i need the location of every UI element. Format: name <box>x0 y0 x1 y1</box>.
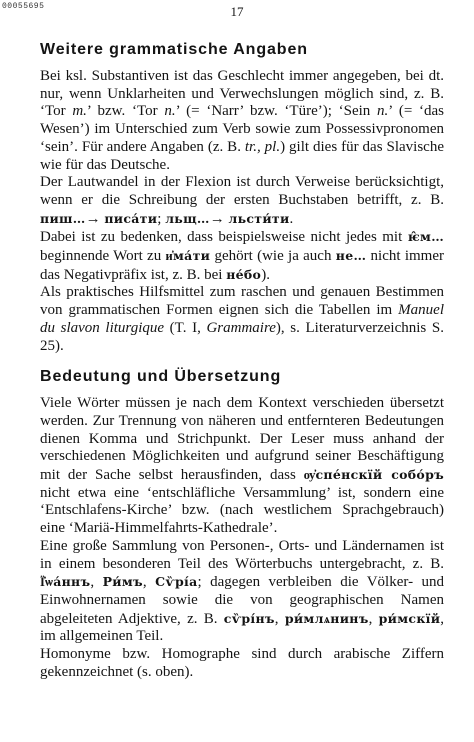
abbr-italic: n. <box>164 103 176 120</box>
church-slavonic-word: не… <box>335 248 367 264</box>
page-content <box>40 40 444 682</box>
text: Dabei ist zu bedenken, dass beispielsweise nicht jedes mit <box>40 229 408 246</box>
arrow-icon: → <box>209 210 225 227</box>
text: Homonyme bzw. Homographe sind durch arabische Ziffern gekennzeichnet (s. oben). <box>40 646 444 680</box>
separator: , <box>142 574 156 591</box>
text: nicht etwa eine ‘entschläfliche Versammlung’ ist, sondern eine ‘Entschlafens-Kirche’ bzw. (nach westlichem Sprachgebrauch) eine ‘Mariä-Himmelfahrts-Kathedrale’. <box>40 484 444 537</box>
section-heading-meaning: Bedeutung und Übersetzung <box>40 368 282 386</box>
church-slavonic-word: льщ… <box>165 210 210 226</box>
church-slavonic-word: ѹ҆спе́нскїй собо́ръ <box>303 467 444 483</box>
text: Eine große Sammlung von Personen-, Orts- und Ländernamen ist in einem besonderen Teil des Wörterbuchs untergebracht, z. B. <box>40 537 444 572</box>
text: beginnende Wort zu <box>40 248 166 265</box>
book-title-italic: Manuel du slavon liturgique <box>40 302 444 336</box>
church-slavonic-word: ри́млѧнинъ <box>284 610 369 626</box>
text: nicht immer das Negativpräfix ist, z. B. bei <box>40 248 444 283</box>
text: Als praktisches Hilfsmittel zum raschen und genauen Bestimmen von grammatischen Formen eignen sich die Tabellen im <box>40 284 444 319</box>
paragraph-homonyms <box>40 646 444 681</box>
church-slavonic-word: и҆ма́ти <box>165 248 211 264</box>
text: Der Lautwandel in der Flexion ist durch Verweise berücksichtigt, wenn er die Schreibung der ersten Buchstaben betrifft, z. B. <box>40 174 444 208</box>
paragraph-context <box>40 395 444 538</box>
church-slavonic-word: Ї҆ѡа́ннъ <box>40 574 91 590</box>
church-slavonic-word: ри́мскїй <box>378 610 441 626</box>
church-slavonic-word: сѷрі́нъ <box>223 610 275 626</box>
text: ’ (= ‘das Wesen’) im Unterschied zum Verb sowie zum Possessivpronomen ‘sein’. Für andere Angaben (z. B. <box>40 103 444 155</box>
paragraph-sound-change <box>40 174 444 228</box>
separator: , <box>90 574 103 591</box>
church-slavonic-word: Ри́мъ <box>102 574 143 590</box>
arrow-icon: → <box>85 210 101 227</box>
text: (T. I, <box>164 319 207 336</box>
church-slavonic-word: ѥ̂м… <box>407 229 444 245</box>
text: ; <box>157 210 166 227</box>
text: ; dagegen verbleiben die Völker- und Einwohnernamen sowie die von geographischen Namen abgeleiteten Adjektive, z. B. <box>40 574 444 627</box>
paragraph-caution <box>40 228 444 284</box>
church-slavonic-word: пиш… <box>40 210 86 226</box>
text: Bei ksl. Substantiven ist das Geschlecht immer angegeben, bei dt. nur, wenn Unklarheiten und Verwechslungen möglich sind, z. B. ‘Tor <box>40 68 444 120</box>
text: ) gilt dies für das Slavische wie für das Deutsche. <box>40 138 444 173</box>
abbr-italic: m. <box>72 103 87 120</box>
text: ’ (= ‘Narr’ bzw. ‘Türe’); ‘Sein <box>175 103 377 120</box>
section-heading-grammar: Weitere grammatische Angaben <box>40 41 308 58</box>
church-slavonic-word: Сѷрі́а <box>155 574 198 590</box>
text: ). <box>261 266 270 283</box>
text: ’ bzw. ‘Tor <box>86 103 165 120</box>
church-slavonic-word: льсти́ти <box>228 210 290 226</box>
church-slavonic-word: писа́ти <box>104 210 158 226</box>
text: . <box>289 210 294 227</box>
page-id-stamp: 00055695 <box>2 2 45 11</box>
text: gehört (wie ja auch <box>210 248 336 265</box>
text: ), s. Literaturverzeichnis S. 25). <box>40 319 444 354</box>
abbr-italic: n. <box>376 103 389 120</box>
abbr-italic: tr., pl. <box>244 138 281 155</box>
page-number: 17 <box>230 4 244 19</box>
separator: , <box>274 610 285 627</box>
text: , im allgemeinen Teil. <box>40 610 445 645</box>
separator: , <box>368 610 379 627</box>
text: Viele Wörter müssen je nach dem Kontext verschieden übersetzt werden. Zur Trennung von näheren und entfernteren Bedeutungen dienen Komma und Strichpunkt. Der Leser muss anhand der verschiedenen Möglichkeiten und aufgrund seiner Beschäftigung mit der Sache selbst herausfinden, dass <box>40 395 444 484</box>
book-title-italic: Grammaire <box>206 319 276 336</box>
paragraph-tools <box>40 284 444 355</box>
paragraph-gender <box>40 68 444 174</box>
paragraph-names <box>40 538 444 646</box>
church-slavonic-word: не́бо <box>226 266 262 282</box>
